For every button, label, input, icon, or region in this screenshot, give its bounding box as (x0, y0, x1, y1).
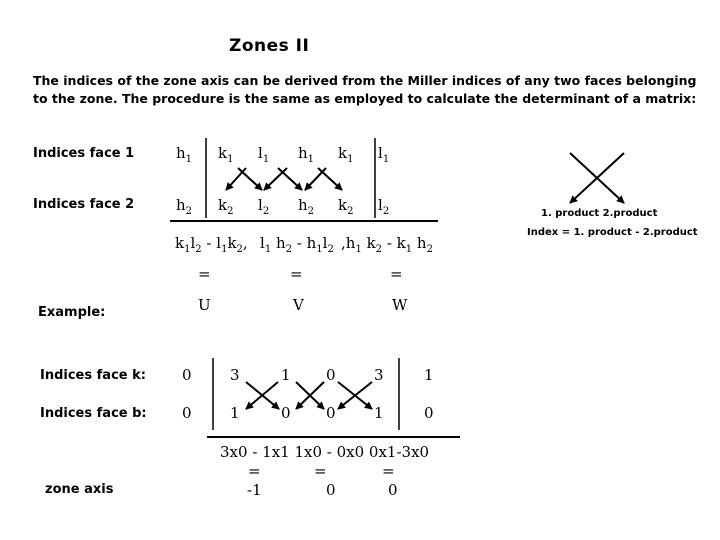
example-label: Example: (38, 305, 106, 320)
equals-v: = (290, 265, 303, 283)
result-w: W (392, 296, 408, 314)
zone-axis-label: zone axis (45, 482, 114, 497)
example-equals-w: = (382, 462, 395, 480)
example-row2-4: 1 (374, 404, 384, 422)
example-row1-5: 1 (424, 366, 434, 384)
example-row1-3: 0 (326, 366, 336, 384)
indices-face-1-label: Indices face 1 (33, 146, 135, 161)
formula-w: $,h_1$ $k_2 - k_1$ $h_2$ (341, 234, 433, 255)
face1-k-repeat: $k_1$ (338, 144, 354, 165)
face2-l: $l_2$ (258, 196, 270, 217)
arrow-g3-b (318, 168, 342, 190)
face2-l-repeat: $l_2$ (378, 196, 390, 217)
face2-k: $k_2$ (218, 196, 234, 217)
equals-u: = (198, 265, 211, 283)
legend-index: Index = 1. product - 2.product (527, 227, 698, 238)
example-row1-4: 3 (374, 366, 384, 384)
zone-axis-u: -1 (247, 481, 262, 499)
arrow-g1-b (238, 168, 262, 190)
face1-l: $l_1$ (258, 144, 270, 165)
result-u: U (198, 296, 211, 314)
example-equals-u: = (248, 462, 261, 480)
arrow-g2-b (278, 168, 302, 190)
face1-k: $k_1$ (218, 144, 234, 165)
face2-k-repeat: $k_2$ (338, 196, 354, 217)
face2-h: $h_2$ (176, 196, 193, 217)
indices-face-b-label: Indices face b: (40, 406, 147, 421)
intro-line-2: to the zone. The procedure is the same as employed to calculate the determinant of a matrix: (33, 91, 697, 106)
formula-v: $l_1$ $h_2 - h_1l_2$ (260, 234, 334, 255)
example-row2-3: 0 (326, 404, 336, 422)
zone-axis-v: 0 (326, 481, 336, 499)
equals-w: = (390, 265, 403, 283)
page-title: Zones II (229, 36, 310, 56)
example-row2-2: 0 (281, 404, 291, 422)
intro-line-1: The indices of the zone axis can be derived from the Miller indices of any two faces belonging (33, 73, 697, 88)
result-v: V (293, 296, 304, 314)
face1-h: $h_1$ (176, 144, 193, 165)
indices-face-2-label: Indices face 2 (33, 197, 135, 212)
example-row2-0: 0 (182, 404, 192, 422)
zone-axis-w: 0 (388, 481, 398, 499)
legend-products: 1. product 2.product (541, 208, 658, 219)
indices-face-k-label: Indices face k: (40, 368, 146, 383)
example-row1-2: 1 (281, 366, 291, 384)
example-calculation: 3x0 - 1x1 1x0 - 0x0 0x1-3x0 (220, 443, 430, 461)
face2-h-repeat: $h_2$ (298, 196, 315, 217)
arrow-g2-a (264, 168, 287, 190)
face1-h-repeat: $h_1$ (298, 144, 315, 165)
formula-u: $k_1l_2 - l_1k_2$, (175, 234, 248, 255)
example-row2-1: 1 (230, 404, 240, 422)
example-row1-0: 0 (182, 366, 192, 384)
example-row1-1: 3 (230, 366, 240, 384)
face1-l-repeat: $l_1$ (378, 144, 390, 165)
example-equals-v: = (314, 462, 327, 480)
example-row2-5: 0 (424, 404, 434, 422)
